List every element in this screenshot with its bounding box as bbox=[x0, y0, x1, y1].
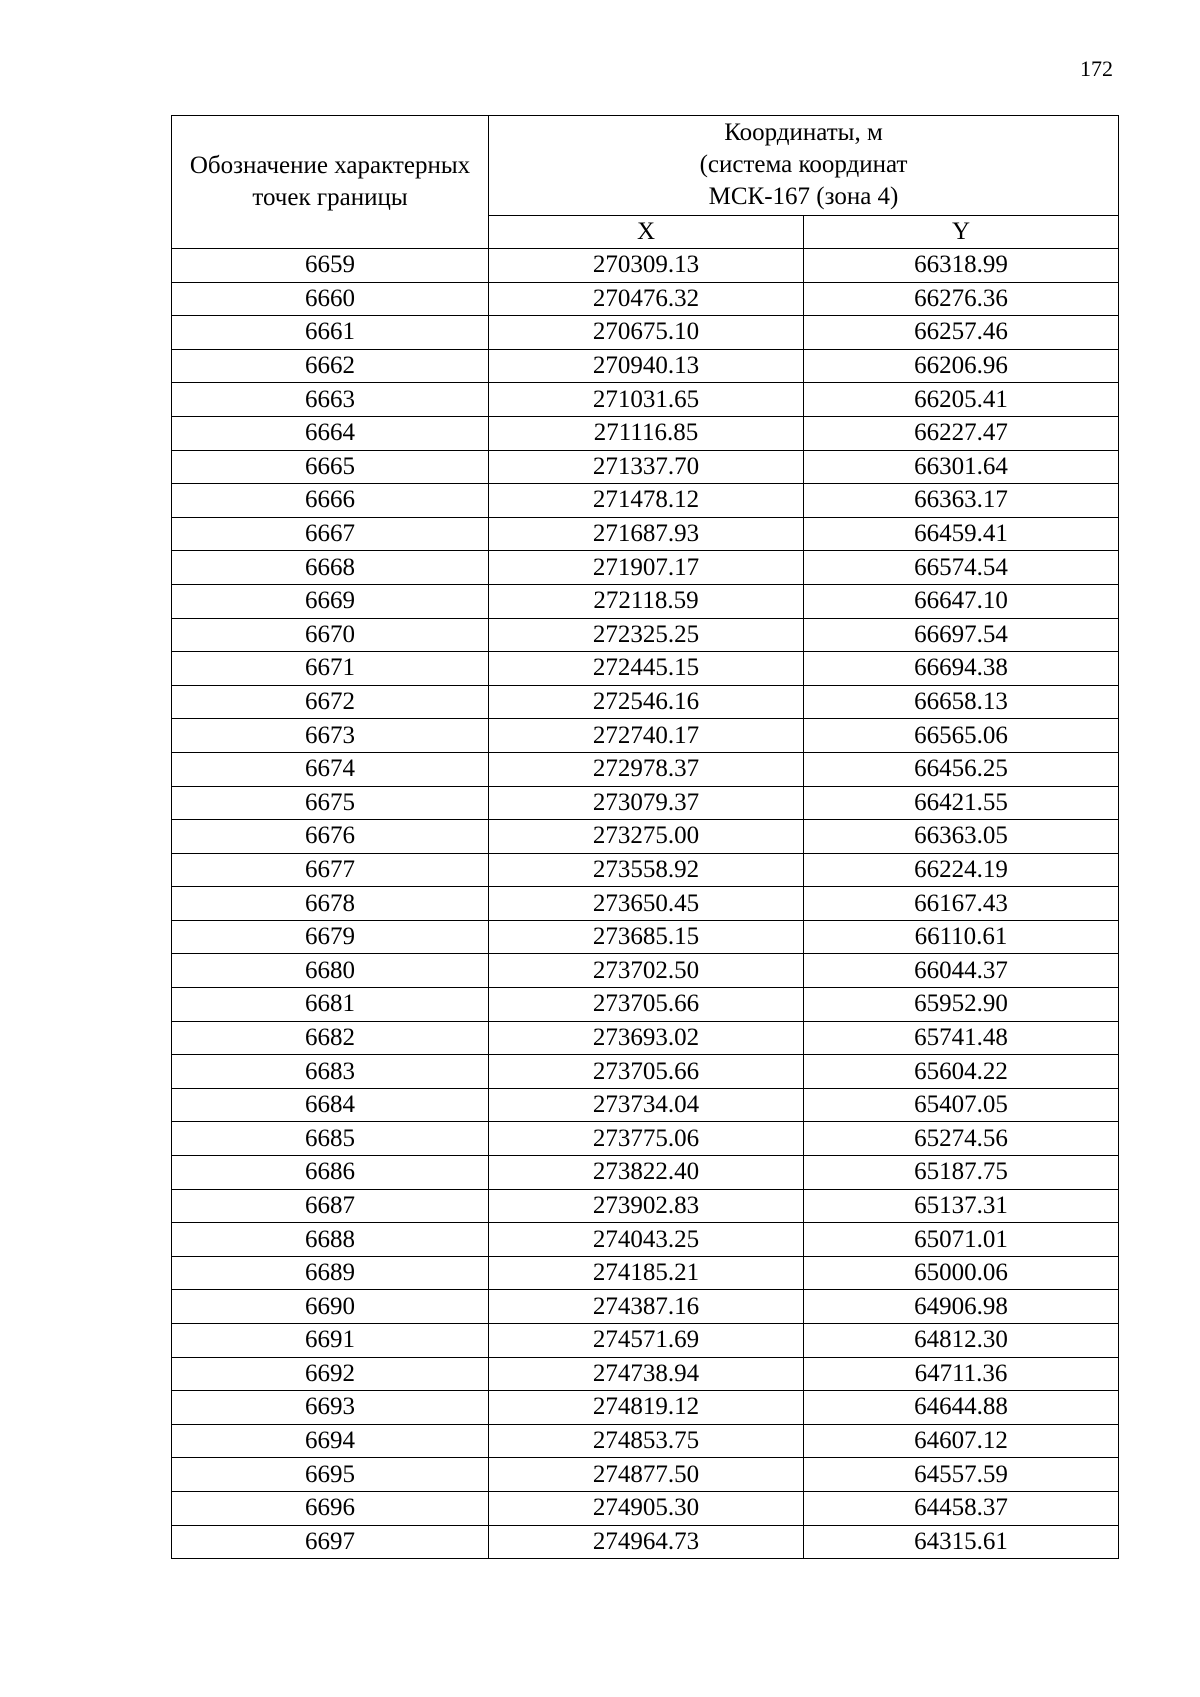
cell-y: 66363.17 bbox=[804, 484, 1119, 518]
cell-x: 274905.30 bbox=[489, 1491, 804, 1525]
cell-y: 64812.30 bbox=[804, 1324, 1119, 1358]
cell-y: 65137.31 bbox=[804, 1189, 1119, 1223]
cell-y: 64607.12 bbox=[804, 1424, 1119, 1458]
cell-x: 273734.04 bbox=[489, 1088, 804, 1122]
table-row bbox=[172, 1055, 1119, 1089]
cell-y: 65741.48 bbox=[804, 1021, 1119, 1055]
cell-point: 6688 bbox=[172, 1223, 489, 1257]
cell-x: 270940.13 bbox=[489, 349, 804, 383]
table-row bbox=[172, 349, 1119, 383]
table-row bbox=[172, 1491, 1119, 1525]
cell-x: 273275.00 bbox=[489, 820, 804, 854]
table-row bbox=[172, 416, 1119, 450]
cell-x: 272118.59 bbox=[489, 584, 804, 618]
table-row bbox=[172, 853, 1119, 887]
page-number: 172 bbox=[1080, 56, 1113, 81]
table-row bbox=[172, 988, 1119, 1022]
header-coordinates-line-1: Координаты, м bbox=[724, 119, 883, 147]
table-row bbox=[172, 1122, 1119, 1156]
cell-point: 6685 bbox=[172, 1122, 489, 1156]
cell-point: 6693 bbox=[172, 1391, 489, 1425]
cell-point: 6671 bbox=[172, 652, 489, 686]
cell-y: 66363.05 bbox=[804, 820, 1119, 854]
table-row bbox=[172, 1357, 1119, 1391]
table-row bbox=[172, 551, 1119, 585]
cell-x: 273685.15 bbox=[489, 920, 804, 954]
cell-y: 66257.46 bbox=[804, 316, 1119, 350]
cell-x: 272978.37 bbox=[489, 752, 804, 786]
cell-x: 271478.12 bbox=[489, 484, 804, 518]
table-row bbox=[172, 652, 1119, 686]
cell-x: 274043.25 bbox=[489, 1223, 804, 1257]
cell-point: 6683 bbox=[172, 1055, 489, 1089]
cell-y: 65071.01 bbox=[804, 1223, 1119, 1257]
cell-point: 6682 bbox=[172, 1021, 489, 1055]
cell-x: 273822.40 bbox=[489, 1156, 804, 1190]
cell-point: 6694 bbox=[172, 1424, 489, 1458]
cell-point: 6661 bbox=[172, 316, 489, 350]
cell-point: 6676 bbox=[172, 820, 489, 854]
table-row bbox=[172, 1088, 1119, 1122]
cell-x: 270675.10 bbox=[489, 316, 804, 350]
cell-x: 272445.15 bbox=[489, 652, 804, 686]
table-row bbox=[172, 316, 1119, 350]
cell-point: 6670 bbox=[172, 618, 489, 652]
cell-y: 66318.99 bbox=[804, 249, 1119, 283]
cell-y: 65187.75 bbox=[804, 1156, 1119, 1190]
cell-y: 66694.38 bbox=[804, 652, 1119, 686]
cell-y: 64906.98 bbox=[804, 1290, 1119, 1324]
table-row bbox=[172, 752, 1119, 786]
cell-y: 66456.25 bbox=[804, 752, 1119, 786]
cell-x: 273902.83 bbox=[489, 1189, 804, 1223]
cell-x: 274387.16 bbox=[489, 1290, 804, 1324]
cell-point: 6684 bbox=[172, 1088, 489, 1122]
cell-point: 6664 bbox=[172, 416, 489, 450]
cell-point: 6680 bbox=[172, 954, 489, 988]
cell-y: 64711.36 bbox=[804, 1357, 1119, 1391]
table-row bbox=[172, 1021, 1119, 1055]
cell-x: 273702.50 bbox=[489, 954, 804, 988]
cell-x: 272740.17 bbox=[489, 719, 804, 753]
cell-y: 66224.19 bbox=[804, 853, 1119, 887]
cell-y: 64644.88 bbox=[804, 1391, 1119, 1425]
cell-point: 6662 bbox=[172, 349, 489, 383]
cell-point: 6686 bbox=[172, 1156, 489, 1190]
cell-point: 6678 bbox=[172, 887, 489, 921]
cell-x: 270309.13 bbox=[489, 249, 804, 283]
table-header bbox=[172, 116, 1119, 249]
cell-x: 274571.69 bbox=[489, 1324, 804, 1358]
table-row bbox=[172, 450, 1119, 484]
cell-y: 66647.10 bbox=[804, 584, 1119, 618]
table-row bbox=[172, 1424, 1119, 1458]
table-row bbox=[172, 887, 1119, 921]
cell-point: 6677 bbox=[172, 853, 489, 887]
cell-y: 65952.90 bbox=[804, 988, 1119, 1022]
header-coordinates bbox=[489, 116, 1119, 216]
table-row bbox=[172, 249, 1119, 283]
table-row bbox=[172, 1324, 1119, 1358]
table-row bbox=[172, 786, 1119, 820]
cell-point: 6667 bbox=[172, 517, 489, 551]
cell-y: 66110.61 bbox=[804, 920, 1119, 954]
table-row bbox=[172, 383, 1119, 417]
cell-x: 270476.32 bbox=[489, 282, 804, 316]
table-row bbox=[172, 1290, 1119, 1324]
cell-y: 65604.22 bbox=[804, 1055, 1119, 1089]
cell-x: 274738.94 bbox=[489, 1357, 804, 1391]
cell-y: 64557.59 bbox=[804, 1458, 1119, 1492]
cell-point: 6689 bbox=[172, 1256, 489, 1290]
cell-x: 273650.45 bbox=[489, 887, 804, 921]
cell-x: 273558.92 bbox=[489, 853, 804, 887]
cell-point: 6679 bbox=[172, 920, 489, 954]
header-coordinates-line-3: МСК-167 (зона 4) bbox=[708, 183, 899, 211]
cell-point: 6659 bbox=[172, 249, 489, 283]
table-row bbox=[172, 1391, 1119, 1425]
header-point-designation: Обозначение характерных точек границы bbox=[172, 116, 489, 249]
table-row bbox=[172, 1525, 1119, 1559]
coordinates-table bbox=[171, 115, 1119, 1559]
cell-point: 6668 bbox=[172, 551, 489, 585]
cell-y: 66205.41 bbox=[804, 383, 1119, 417]
cell-point: 6696 bbox=[172, 1491, 489, 1525]
cell-point: 6660 bbox=[172, 282, 489, 316]
table-row bbox=[172, 517, 1119, 551]
table-row bbox=[172, 685, 1119, 719]
cell-x: 271031.65 bbox=[489, 383, 804, 417]
header-coordinates-line-2: (система координат bbox=[699, 151, 908, 179]
cell-point: 6692 bbox=[172, 1357, 489, 1391]
cell-x: 273775.06 bbox=[489, 1122, 804, 1156]
cell-y: 66167.43 bbox=[804, 887, 1119, 921]
cell-y: 66044.37 bbox=[804, 954, 1119, 988]
table-row bbox=[172, 920, 1119, 954]
cell-point: 6687 bbox=[172, 1189, 489, 1223]
cell-y: 66459.41 bbox=[804, 517, 1119, 551]
table-row bbox=[172, 584, 1119, 618]
cell-x: 274877.50 bbox=[489, 1458, 804, 1492]
cell-y: 66301.64 bbox=[804, 450, 1119, 484]
cell-x: 271337.70 bbox=[489, 450, 804, 484]
table-row bbox=[172, 820, 1119, 854]
table-row bbox=[172, 484, 1119, 518]
cell-point: 6681 bbox=[172, 988, 489, 1022]
table-row bbox=[172, 954, 1119, 988]
table-row bbox=[172, 719, 1119, 753]
cell-x: 273079.37 bbox=[489, 786, 804, 820]
table-row bbox=[172, 1189, 1119, 1223]
cell-y: 66697.54 bbox=[804, 618, 1119, 652]
header-y: Y bbox=[804, 215, 1119, 248]
cell-x: 274185.21 bbox=[489, 1256, 804, 1290]
cell-point: 6673 bbox=[172, 719, 489, 753]
cell-x: 271116.85 bbox=[489, 416, 804, 450]
table-row bbox=[172, 1223, 1119, 1257]
cell-y: 65407.05 bbox=[804, 1088, 1119, 1122]
cell-y: 64315.61 bbox=[804, 1525, 1119, 1559]
cell-y: 66206.96 bbox=[804, 349, 1119, 383]
cell-point: 6669 bbox=[172, 584, 489, 618]
cell-point: 6672 bbox=[172, 685, 489, 719]
cell-x: 273705.66 bbox=[489, 988, 804, 1022]
cell-point: 6697 bbox=[172, 1525, 489, 1559]
cell-point: 6666 bbox=[172, 484, 489, 518]
table-row bbox=[172, 282, 1119, 316]
cell-point: 6663 bbox=[172, 383, 489, 417]
cell-x: 273693.02 bbox=[489, 1021, 804, 1055]
cell-y: 66658.13 bbox=[804, 685, 1119, 719]
table-row bbox=[172, 1156, 1119, 1190]
table-row bbox=[172, 1458, 1119, 1492]
cell-y: 66276.36 bbox=[804, 282, 1119, 316]
cell-x: 274853.75 bbox=[489, 1424, 804, 1458]
cell-y: 66565.06 bbox=[804, 719, 1119, 753]
table-body bbox=[172, 249, 1119, 1559]
cell-y: 66421.55 bbox=[804, 786, 1119, 820]
header-x: X bbox=[489, 215, 804, 248]
cell-point: 6665 bbox=[172, 450, 489, 484]
cell-y: 65274.56 bbox=[804, 1122, 1119, 1156]
cell-point: 6674 bbox=[172, 752, 489, 786]
cell-x: 271687.93 bbox=[489, 517, 804, 551]
cell-point: 6675 bbox=[172, 786, 489, 820]
cell-point: 6695 bbox=[172, 1458, 489, 1492]
cell-x: 272325.25 bbox=[489, 618, 804, 652]
cell-y: 64458.37 bbox=[804, 1491, 1119, 1525]
cell-x: 272546.16 bbox=[489, 685, 804, 719]
cell-x: 274819.12 bbox=[489, 1391, 804, 1425]
cell-y: 66227.47 bbox=[804, 416, 1119, 450]
table-row bbox=[172, 618, 1119, 652]
cell-point: 6690 bbox=[172, 1290, 489, 1324]
cell-y: 65000.06 bbox=[804, 1256, 1119, 1290]
table-row bbox=[172, 1256, 1119, 1290]
cell-x: 273705.66 bbox=[489, 1055, 804, 1089]
cell-x: 274964.73 bbox=[489, 1525, 804, 1559]
cell-x: 271907.17 bbox=[489, 551, 804, 585]
cell-y: 66574.54 bbox=[804, 551, 1119, 585]
cell-point: 6691 bbox=[172, 1324, 489, 1358]
